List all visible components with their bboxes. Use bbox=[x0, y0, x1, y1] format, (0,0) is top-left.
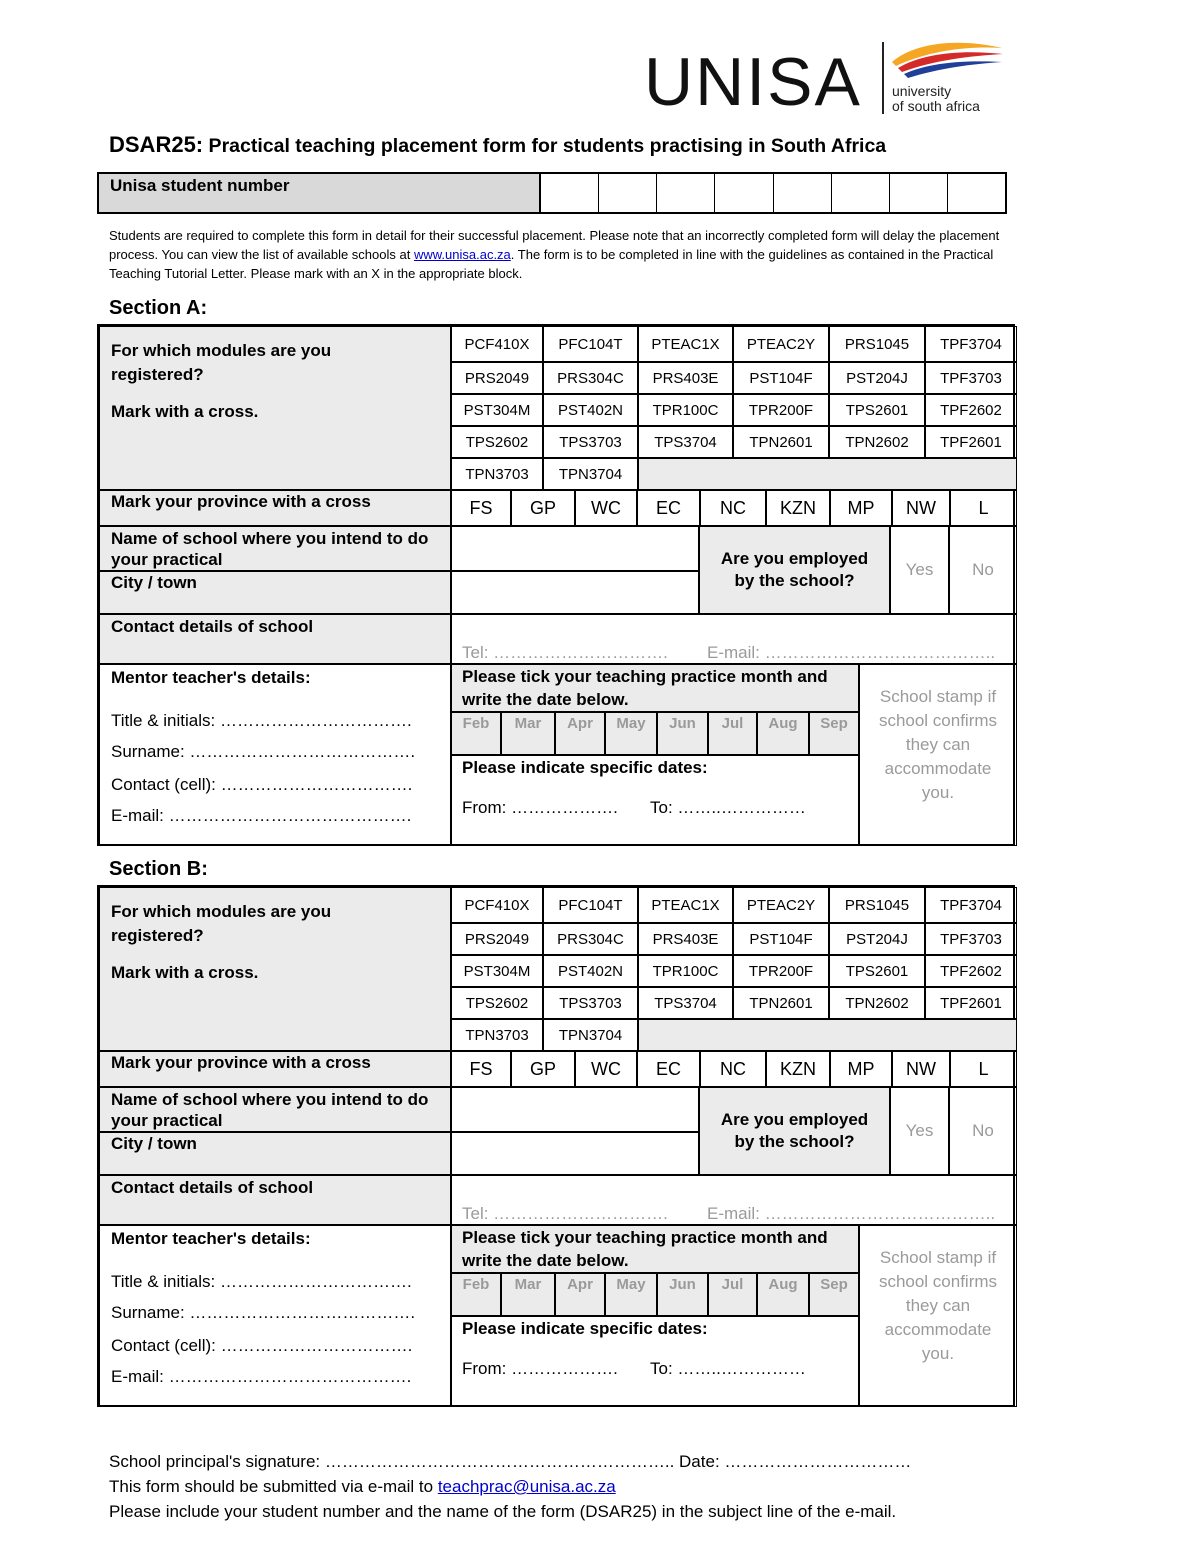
module-checkbox-prs2049[interactable]: PRS2049 bbox=[451, 362, 543, 394]
module-checkbox-tps2601[interactable]: TPS2601 bbox=[829, 955, 925, 987]
city-label: City / town bbox=[99, 1132, 451, 1175]
principal-signature-line[interactable]: School principal's signature: …………………………………………………….. Date: …………………………… bbox=[109, 1452, 912, 1471]
specific-dates-block bbox=[451, 755, 859, 846]
month-sep-checkbox[interactable]: Sep bbox=[809, 712, 859, 755]
province-nw-checkbox[interactable]: NW bbox=[892, 490, 950, 526]
month-jul-checkbox[interactable]: Jul bbox=[708, 712, 757, 755]
module-checkbox-tps2602[interactable]: TPS2602 bbox=[451, 426, 543, 458]
month-mar-checkbox[interactable]: Mar bbox=[501, 1273, 555, 1316]
month-jun-checkbox[interactable]: Jun bbox=[657, 712, 708, 755]
province-nw-checkbox[interactable]: NW bbox=[892, 1051, 950, 1087]
month-aug-checkbox[interactable]: Aug bbox=[757, 1273, 809, 1316]
school-email-field[interactable]: E-mail: ………………………………….. bbox=[707, 643, 996, 662]
student-number-box[interactable] bbox=[890, 174, 948, 212]
section-title: Section A: bbox=[109, 297, 208, 319]
month-instruction: Please tick your teaching practice month and write the date below. bbox=[451, 1225, 859, 1273]
module-checkbox-pteac1x[interactable]: PTEAC1X bbox=[638, 326, 733, 362]
module-checkbox-tpf3703[interactable]: TPF3703 bbox=[925, 362, 1017, 394]
module-checkbox-pst204j[interactable]: PST204J bbox=[829, 923, 925, 955]
subject-line-note: Please include your student number and the name of the form (DSAR25) in the subject line of the e-mail. bbox=[109, 1502, 897, 1521]
mentor-details-block bbox=[99, 664, 451, 846]
province-label: Mark your province with a cross bbox=[99, 1051, 451, 1087]
mentor-title-initials-field[interactable]: Title & initials: ……………………………. bbox=[111, 1272, 412, 1291]
province-wc-checkbox[interactable]: WC bbox=[575, 490, 637, 526]
module-checkbox-tpf2601[interactable]: TPF2601 bbox=[925, 426, 1017, 458]
module-checkbox-pst402n[interactable]: PST402N bbox=[543, 394, 638, 426]
module-checkbox-tpr200f[interactable]: TPR200F bbox=[733, 394, 829, 426]
city-label: City / town bbox=[99, 571, 451, 614]
modules-filler bbox=[638, 1019, 1017, 1051]
month-sep-checkbox[interactable]: Sep bbox=[809, 1273, 859, 1316]
employed-yes-checkbox[interactable]: Yes bbox=[890, 1087, 949, 1175]
specific-dates-block bbox=[451, 1316, 859, 1407]
school-tel-field[interactable]: Tel: …………………………. bbox=[462, 643, 668, 662]
module-checkbox-tpn3704[interactable]: TPN3704 bbox=[543, 458, 638, 490]
month-aug-checkbox[interactable]: Aug bbox=[757, 712, 809, 755]
logo-wordmark: UNISA bbox=[644, 44, 862, 120]
contact-details-label: Contact details of school bbox=[99, 614, 451, 664]
modules-question: For which modules are you registered? bbox=[111, 902, 332, 945]
form-section bbox=[97, 324, 1015, 846]
school-tel-field[interactable]: Tel: …………………………. bbox=[462, 1204, 668, 1223]
mentor-contact-field[interactable]: Contact (cell): ……………………………. bbox=[111, 1336, 413, 1355]
module-checkbox-tpn3704[interactable]: TPN3704 bbox=[543, 1019, 638, 1051]
module-checkbox-pfc104t[interactable]: PFC104T bbox=[543, 326, 638, 362]
mentor-surname-field[interactable]: Surname: …………………………………. bbox=[111, 742, 416, 761]
intro-before: Students are required to complete this form in detail for their successful placement. Please note that an incorrectly completed form will delay the placement process. You can view the list of available schools at bbox=[109, 228, 1000, 262]
student-number-box[interactable] bbox=[774, 174, 832, 212]
module-checkbox-prs304c[interactable]: PRS304C bbox=[543, 362, 638, 394]
module-checkbox-tpn3703[interactable]: TPN3703 bbox=[451, 458, 543, 490]
submit-email-link[interactable]: teachprac@unisa.ac.za bbox=[437, 1477, 616, 1496]
province-nc-checkbox[interactable]: NC bbox=[700, 1051, 766, 1087]
modules-filler bbox=[638, 458, 1017, 490]
form-title-text: Practical teaching placement form for students practising in South Africa bbox=[203, 135, 887, 157]
logo-sub-line2: of south africa bbox=[892, 98, 980, 114]
logo-subtitle bbox=[892, 84, 980, 114]
module-checkbox-tpn2602[interactable]: TPN2602 bbox=[829, 987, 925, 1019]
student-number-box[interactable] bbox=[599, 174, 657, 212]
student-number-box[interactable] bbox=[657, 174, 715, 212]
module-checkbox-tpn3703[interactable]: TPN3703 bbox=[451, 1019, 543, 1051]
month-jul-checkbox[interactable]: Jul bbox=[708, 1273, 757, 1316]
mentor-contact-field[interactable]: Contact (cell): ……………………………. bbox=[111, 775, 413, 794]
school-name-label: Name of school where you intend to do your practical bbox=[99, 1087, 451, 1132]
footer bbox=[109, 1449, 911, 1524]
form-title bbox=[109, 132, 886, 158]
module-checkbox-pteac2y[interactable]: PTEAC2Y bbox=[733, 326, 829, 362]
city-input[interactable] bbox=[451, 1132, 699, 1175]
module-checkbox-tpn2601[interactable]: TPN2601 bbox=[733, 426, 829, 458]
module-checkbox-pst204j[interactable]: PST204J bbox=[829, 362, 925, 394]
module-checkbox-pfc104t[interactable]: PFC104T bbox=[543, 887, 638, 923]
city-input[interactable] bbox=[451, 571, 699, 614]
submit-before: This form should be submitted via e-mail to bbox=[109, 1477, 438, 1496]
school-stamp-area[interactable]: School stamp if school confirms they can accommodate you. bbox=[859, 1225, 1017, 1407]
student-number-box[interactable] bbox=[715, 174, 773, 212]
modules-label-cell bbox=[99, 326, 451, 490]
mentor-title-initials-field[interactable]: Title & initials: ……………………………. bbox=[111, 711, 412, 730]
school-name-label: Name of school where you intend to do your practical bbox=[99, 526, 451, 571]
module-checkbox-pst304m[interactable]: PST304M bbox=[451, 394, 543, 426]
modules-instruction: Mark with a cross. bbox=[111, 963, 259, 982]
module-checkbox-tpf3704[interactable]: TPF3704 bbox=[925, 326, 1017, 362]
logo-divider bbox=[882, 42, 884, 114]
modules-question: For which modules are you registered? bbox=[111, 341, 332, 384]
module-checkbox-pst104f[interactable]: PST104F bbox=[733, 923, 829, 955]
module-checkbox-prs2049[interactable]: PRS2049 bbox=[451, 923, 543, 955]
province-l-checkbox[interactable]: L bbox=[950, 1051, 1017, 1087]
module-checkbox-prs403e[interactable]: PRS403E bbox=[638, 923, 733, 955]
dates-label: Please indicate specific dates: bbox=[462, 1319, 708, 1338]
unisa-website-link[interactable]: www.unisa.ac.za bbox=[413, 247, 511, 262]
province-ec-checkbox[interactable]: EC bbox=[637, 490, 700, 526]
module-checkbox-tps3704[interactable]: TPS3704 bbox=[638, 426, 733, 458]
month-may-checkbox[interactable]: May bbox=[605, 712, 657, 755]
module-checkbox-pst304m[interactable]: PST304M bbox=[451, 955, 543, 987]
province-fs-checkbox[interactable]: FS bbox=[451, 1051, 511, 1087]
month-feb-checkbox[interactable]: Feb bbox=[451, 712, 501, 755]
month-may-checkbox[interactable]: May bbox=[605, 1273, 657, 1316]
module-checkbox-tpr200f[interactable]: TPR200F bbox=[733, 955, 829, 987]
from-date-field[interactable]: From: ………………. bbox=[462, 798, 618, 817]
province-l-checkbox[interactable]: L bbox=[950, 490, 1017, 526]
province-fs-checkbox[interactable]: FS bbox=[451, 490, 511, 526]
employed-question: Are you employed by the school? bbox=[699, 526, 890, 614]
module-checkbox-pcf410x[interactable]: PCF410X bbox=[451, 326, 543, 362]
mentor-email-field[interactable]: E-mail: ……………………………………. bbox=[111, 806, 412, 825]
province-gp-checkbox[interactable]: GP bbox=[511, 490, 575, 526]
module-checkbox-prs1045[interactable]: PRS1045 bbox=[829, 326, 925, 362]
module-checkbox-pcf410x[interactable]: PCF410X bbox=[451, 887, 543, 923]
school-name-input[interactable] bbox=[451, 526, 699, 571]
province-nc-checkbox[interactable]: NC bbox=[700, 490, 766, 526]
unisa-logo bbox=[640, 40, 1010, 120]
school-stamp-area[interactable]: School stamp if school confirms they can accommodate you. bbox=[859, 664, 1017, 846]
contact-details-field[interactable] bbox=[451, 1175, 1017, 1225]
modules-instruction: Mark with a cross. bbox=[111, 402, 259, 421]
province-wc-checkbox[interactable]: WC bbox=[575, 1051, 637, 1087]
province-ec-checkbox[interactable]: EC bbox=[637, 1051, 700, 1087]
form-code: DSAR25: bbox=[109, 132, 204, 157]
month-mar-checkbox[interactable]: Mar bbox=[501, 712, 555, 755]
month-jun-checkbox[interactable]: Jun bbox=[657, 1273, 708, 1316]
contact-details-field[interactable] bbox=[451, 614, 1017, 664]
module-checkbox-tps2601[interactable]: TPS2601 bbox=[829, 394, 925, 426]
student-number-label: Unisa student number bbox=[99, 174, 541, 212]
module-checkbox-tpn2602[interactable]: TPN2602 bbox=[829, 426, 925, 458]
section-title: Section B: bbox=[109, 858, 208, 880]
from-date-field[interactable]: From: ………………. bbox=[462, 1359, 618, 1378]
month-feb-checkbox[interactable]: Feb bbox=[451, 1273, 501, 1316]
module-checkbox-tpf2602[interactable]: TPF2602 bbox=[925, 394, 1017, 426]
module-checkbox-tpr100c[interactable]: TPR100C bbox=[638, 955, 733, 987]
module-checkbox-prs304c[interactable]: PRS304C bbox=[543, 923, 638, 955]
mentor-details-block bbox=[99, 1225, 451, 1407]
module-checkbox-tpn2601[interactable]: TPN2601 bbox=[733, 987, 829, 1019]
student-number-box[interactable] bbox=[541, 174, 599, 212]
module-checkbox-tpr100c[interactable]: TPR100C bbox=[638, 394, 733, 426]
mentor-email-field[interactable]: E-mail: ……………………………………. bbox=[111, 1367, 412, 1386]
contact-details-label: Contact details of school bbox=[99, 1175, 451, 1225]
employed-question: Are you employed by the school? bbox=[699, 1087, 890, 1175]
module-checkbox-tps3704[interactable]: TPS3704 bbox=[638, 987, 733, 1019]
province-label: Mark your province with a cross bbox=[99, 490, 451, 526]
school-name-input[interactable] bbox=[451, 1087, 699, 1132]
modules-label-cell bbox=[99, 887, 451, 1051]
logo-sub-line1: university bbox=[892, 83, 952, 99]
student-number-box[interactable] bbox=[948, 174, 1005, 212]
month-apr-checkbox[interactable]: Apr bbox=[555, 712, 605, 755]
module-checkbox-tps3703[interactable]: TPS3703 bbox=[543, 426, 638, 458]
school-email-field[interactable]: E-mail: ………………………………….. bbox=[707, 1204, 996, 1223]
month-instruction: Please tick your teaching practice month and write the date below. bbox=[451, 664, 859, 712]
module-checkbox-tpf3704[interactable]: TPF3704 bbox=[925, 887, 1017, 923]
province-kzn-checkbox[interactable]: KZN bbox=[766, 490, 830, 526]
module-checkbox-pteac2y[interactable]: PTEAC2Y bbox=[733, 887, 829, 923]
province-kzn-checkbox[interactable]: KZN bbox=[766, 1051, 830, 1087]
employed-no-checkbox[interactable]: No bbox=[949, 526, 1017, 614]
province-mp-checkbox[interactable]: MP bbox=[830, 1051, 892, 1087]
module-checkbox-tps2602[interactable]: TPS2602 bbox=[451, 987, 543, 1019]
module-checkbox-pst402n[interactable]: PST402N bbox=[543, 955, 638, 987]
mentor-surname-field[interactable]: Surname: …………………………………. bbox=[111, 1303, 416, 1322]
module-checkbox-tpf2601[interactable]: TPF2601 bbox=[925, 987, 1017, 1019]
mentor-title: Mentor teacher's details: bbox=[111, 1229, 311, 1248]
module-checkbox-prs1045[interactable]: PRS1045 bbox=[829, 887, 925, 923]
dates-label: Please indicate specific dates: bbox=[462, 758, 708, 777]
to-date-field[interactable]: To: ……..…………… bbox=[650, 1359, 806, 1378]
module-checkbox-tpf3703[interactable]: TPF3703 bbox=[925, 923, 1017, 955]
module-checkbox-prs403e[interactable]: PRS403E bbox=[638, 362, 733, 394]
logo-swoosh-icon bbox=[890, 40, 1005, 80]
month-apr-checkbox[interactable]: Apr bbox=[555, 1273, 605, 1316]
employed-no-checkbox[interactable]: No bbox=[949, 1087, 1017, 1175]
module-checkbox-tpf2602[interactable]: TPF2602 bbox=[925, 955, 1017, 987]
module-checkbox-pst104f[interactable]: PST104F bbox=[733, 362, 829, 394]
submit-instruction bbox=[109, 1474, 911, 1499]
module-checkbox-tps3703[interactable]: TPS3703 bbox=[543, 987, 638, 1019]
module-checkbox-pteac1x[interactable]: PTEAC1X bbox=[638, 887, 733, 923]
student-number-row bbox=[97, 172, 1007, 214]
province-mp-checkbox[interactable]: MP bbox=[830, 490, 892, 526]
to-date-field[interactable]: To: ……..…………… bbox=[650, 798, 806, 817]
province-gp-checkbox[interactable]: GP bbox=[511, 1051, 575, 1087]
mentor-title: Mentor teacher's details: bbox=[111, 668, 311, 687]
intro-after: . The form is to be completed in line with the guidelines as contained in the Practical Teaching Tutorial Letter. Please mark with an X in the appropriate block. bbox=[109, 247, 994, 281]
employed-yes-checkbox[interactable]: Yes bbox=[890, 526, 949, 614]
form-section bbox=[97, 885, 1015, 1407]
student-number-box[interactable] bbox=[832, 174, 890, 212]
intro-text bbox=[109, 226, 1004, 283]
